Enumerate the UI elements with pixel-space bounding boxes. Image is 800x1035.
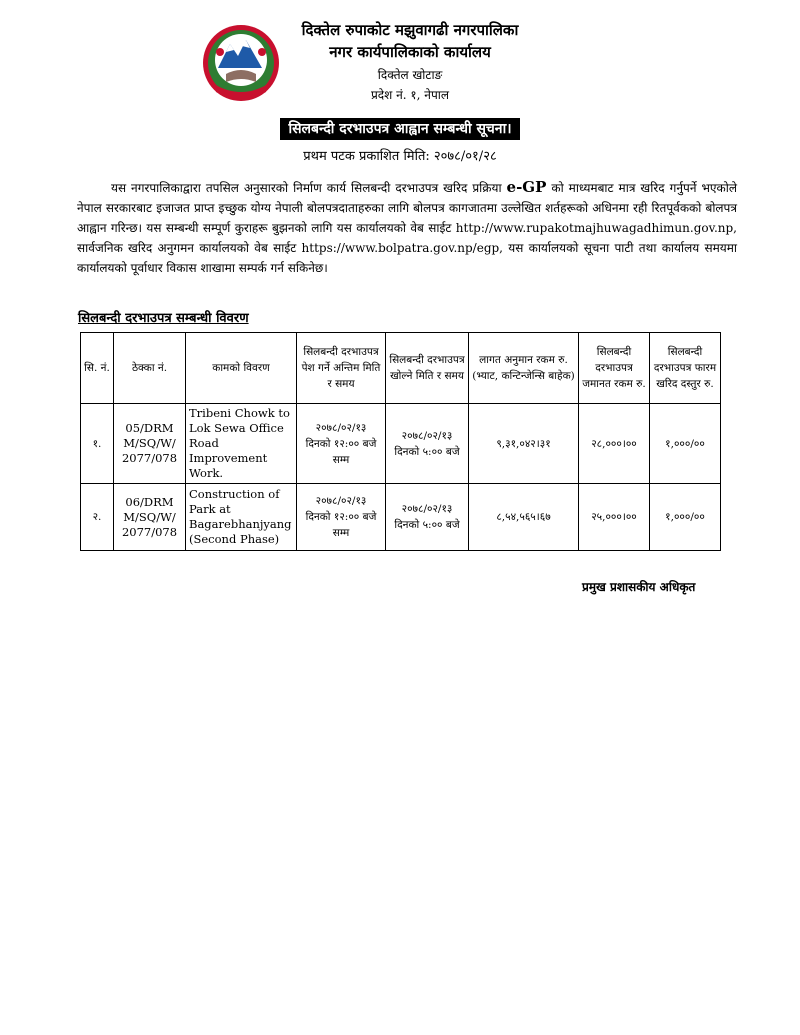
col-header-guarantee: सिलबन्दी दरभाउपत्र जमानत रकम रु. (579, 333, 650, 404)
row-fee: १,०००/०० (650, 404, 721, 484)
nepal-emblem-icon (200, 22, 282, 104)
signature-title: प्रमुख प्रशासकीय अधिकृत (582, 580, 696, 594)
row-estimate: ८,५४,५६५।६७ (469, 484, 579, 551)
office-name: नगर कार्यपालिकाको कार्यालय (329, 43, 491, 61)
submit-date: २०७८/०२/१३ (315, 495, 367, 507)
tender-table (80, 332, 721, 551)
row-sn: १. (81, 404, 114, 484)
row-code: 05/DRM M/SQ/W/ 2077/078 (114, 404, 186, 484)
row-description: Tribeni Chowk to Lok Sewa Office Road Improvement Work. (186, 404, 297, 484)
col-header-open: सिलबन्दी दरभाउपत्र खोल्ने मिति र समय (386, 333, 469, 404)
col-header-submit: सिलबन्दी दरभाउपत्र पेश गर्ने अन्तिम मिति र समय (297, 333, 386, 404)
notice-title: सिलबन्दी दरभाउपत्र आह्वान सम्बन्धी सूचना। (280, 118, 520, 140)
row-submit (297, 404, 386, 484)
table-row (81, 404, 721, 484)
section-heading: सिलबन्दी दरभाउपत्र सम्बन्धी विवरण (78, 311, 249, 326)
col-header-fee: सिलबन्दी दरभाउपत्र फारम खरिद दस्तुर रु. (650, 333, 721, 404)
col-header-sn: सि. नं. (81, 333, 114, 404)
submit-time: दिनको १२:०० बजे सम्म (305, 511, 377, 539)
table-header-row (81, 333, 721, 404)
municipality-name: दिक्तेल रुपाकोट मझुवागढी नगरपालिका (301, 21, 519, 39)
body-part-1: यस नगरपालिकाद्वारा तपसिल अनुसारको निर्माण कार्य सिलबन्दी दरभाउपत्र खरिद प्रक्रिया (111, 181, 507, 195)
row-open (386, 484, 469, 551)
open-date: २०७८/०२/१३ (401, 429, 453, 442)
body-part-2: को माध्यमबाट मात्र खरिद गर्नुपर्ने भएकोले नेपाल सरकारबाट इजाजत प्राप्त इच्छुक योग्य नेपाली बोलपत्रदाताहरुका लागि बोलपत्र कागजातमा उल्लेखित शर्तहरूको अधिनमा रही रितपूर्वकको बोलपत्र आह्वान गरिन्छ। यस सम्बन्धी सम्पूर्ण कुराहरू बुझनको लागि यस कार्यालयको वेब साईट http://www.rupakotmajhuwagadhimun.gov.np, सार्वजनिक खरिद अनुगमन कार्यालयको वेब साईट https://www.bolpatra.gov.np/egp, यस कार्यालयको सूचना पाटी तथा कार्यालय समयमा कार्यालयको पूर्वाधार विकास शाखामा सम्पर्क गर्न सकिनेछ। (77, 181, 737, 275)
row-sn: २. (81, 484, 114, 551)
row-guarantee: २८,०००।०० (579, 404, 650, 484)
col-header-estimate: लागत अनुमान रकम रु. (भ्याट, कन्टिन्जेन्सि बाहेक) (469, 333, 579, 404)
open-time: दिनको ५:०० बजे (394, 445, 460, 458)
row-guarantee: २५,०००।०० (579, 484, 650, 551)
row-fee: १,०००/०० (650, 484, 721, 551)
province: प्रदेश नं. १, नेपाल (370, 88, 450, 102)
col-header-code: ठेक्का नं. (114, 333, 186, 404)
table-row (81, 484, 721, 551)
open-time: दिनको ५:०० बजे (394, 519, 460, 531)
office-location: दिक्तेल खोटाङ (377, 68, 443, 82)
col-header-description: कामको विवरण (186, 333, 297, 404)
row-estimate: ९,३१,०४२।३१ (469, 404, 579, 484)
submit-date: २०७८/०२/१३ (315, 421, 367, 434)
submit-time: दिनको १२:०० बजे सम्म (305, 437, 377, 466)
row-description: Construction of Park at Bagarebhanjyang (Second Phase) (186, 484, 297, 551)
notice-body (77, 177, 737, 278)
row-submit (297, 484, 386, 551)
row-open (386, 404, 469, 484)
egp-label: e-GP (506, 178, 547, 196)
open-date: २०७८/०२/१३ (401, 503, 453, 515)
published-date: प्रथम पटक प्रकाशित मिति: २०७८/०१/२८ (303, 149, 497, 164)
row-code: 06/DRM M/SQ/W/ 2077/078 (114, 484, 186, 551)
